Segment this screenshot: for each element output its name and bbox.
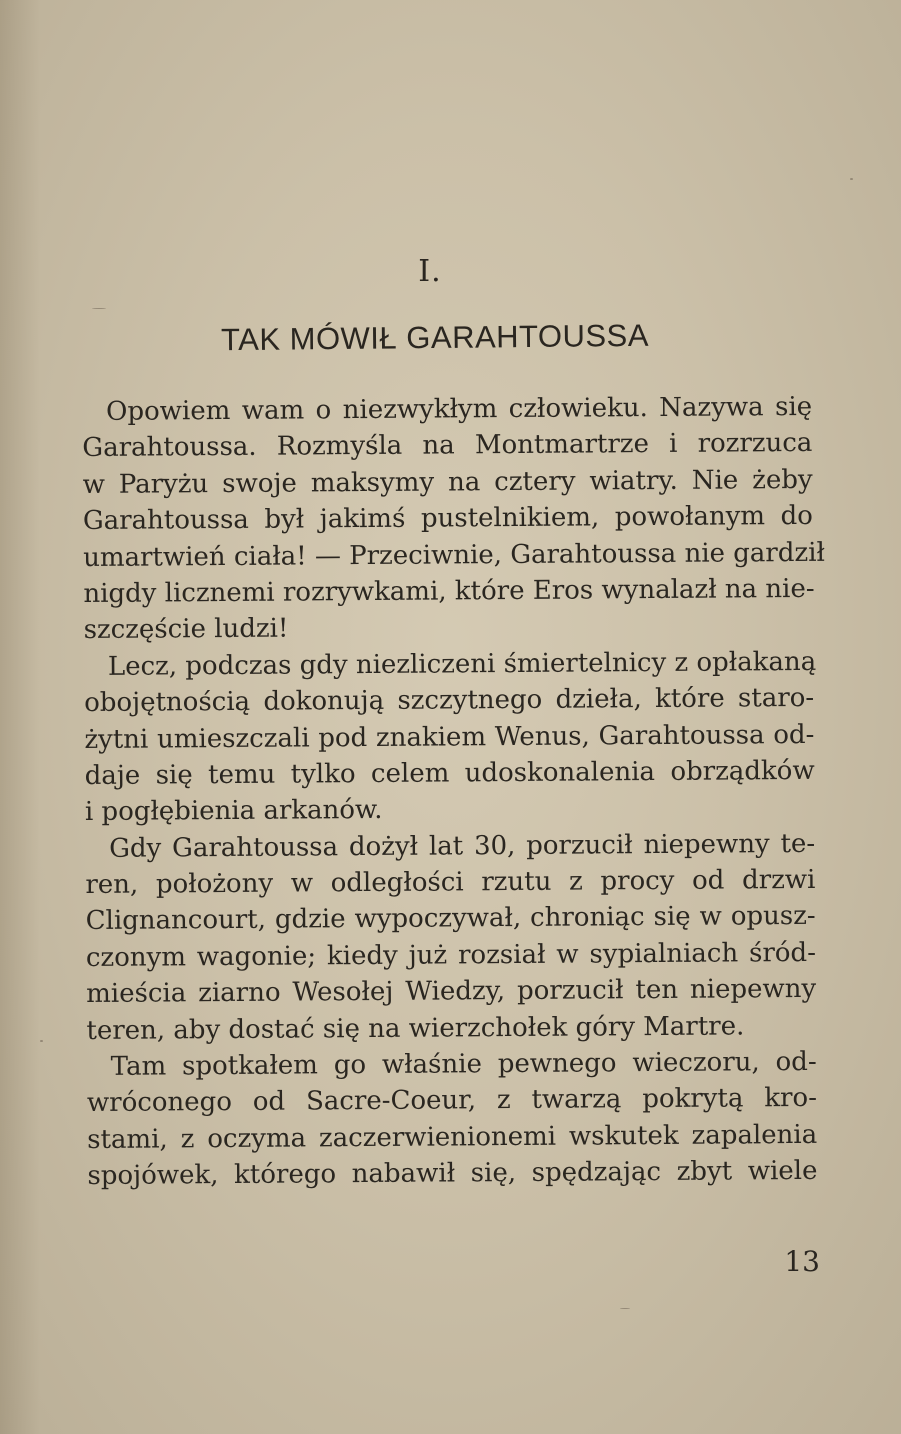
chapter-number: I. (418, 254, 442, 289)
text-line: mieścia ziarno Wesołej Wiedzy, porzucił ten niepewny (86, 974, 817, 1010)
paper-speck (620, 1308, 630, 1309)
paper-speck (850, 178, 853, 180)
text-line: ren, położony w odległości rzutu z procy od drzwi (85, 864, 816, 901)
text-line: i pogłębienia arkanów. (84, 795, 383, 828)
text-line: nigdy licznemi rozrywkami, które Eros wynalazł na nie- (83, 573, 815, 609)
text-line: czonym wagonie; kiedy już rozsiał w sypialniach śród- (85, 937, 817, 973)
text-line: Clignancourt, gdzie wypoczywał, chroniąc się w opusz- (85, 901, 816, 937)
text-line: Garahtoussa. Rozmyśla na Montmartrze i rozrzuca (82, 428, 813, 464)
text-line: Lecz, podczas gdy niezliczeni śmiertelnicy z opłakaną (107, 646, 817, 682)
text-line: Gdy Garahtoussa dożył lat 30, porzucił niepewny te- (109, 828, 816, 864)
paper-speck (40, 1040, 43, 1042)
text-line: wróconego od Sacre-Coeur, z twarzą pokrytą kro- (86, 1083, 818, 1119)
text-line: Garahtoussa był jakimś pustelnikiem, powołanym do (82, 501, 813, 537)
paper-speck (92, 308, 106, 309)
text-line: umartwień ciała! — Przeciwnie, Garahtoussa nie gardził (83, 537, 825, 573)
chapter-title: TAK MÓWIŁ GARAHTOUSSA (220, 317, 650, 358)
text-line: żytni umieszczali pod znakiem Wenus, Garahtoussa od- (84, 719, 815, 755)
text-line: stami, z oczyma zaczerwienionemi wskutek zapalenia (87, 1119, 818, 1155)
text-line: Tam spotkałem go właśnie pewnego wieczoru, od- (110, 1046, 817, 1082)
text-line: daje się temu tylko celem udoskonalenia obrządków (84, 755, 815, 791)
page-number: 13 (784, 1245, 820, 1278)
text-line: w Paryżu swoje maksymy na cztery wiatry. Nie żeby (82, 464, 813, 500)
text-line: teren, aby dostać się na wierzchołek góry Martre. (86, 1011, 745, 1046)
text-line: obojętnością dokonują szczytnego dzieła, które staro- (84, 683, 815, 719)
text-line: Opowiem wam o niezwykłym człowieku. Nazywa się (106, 391, 813, 427)
body-text (82, 389, 825, 1195)
text-line: spojówek, którego nabawił się, spędzając zbyt wiele (87, 1156, 818, 1192)
text-line: szczęście ludzi! (83, 613, 289, 646)
